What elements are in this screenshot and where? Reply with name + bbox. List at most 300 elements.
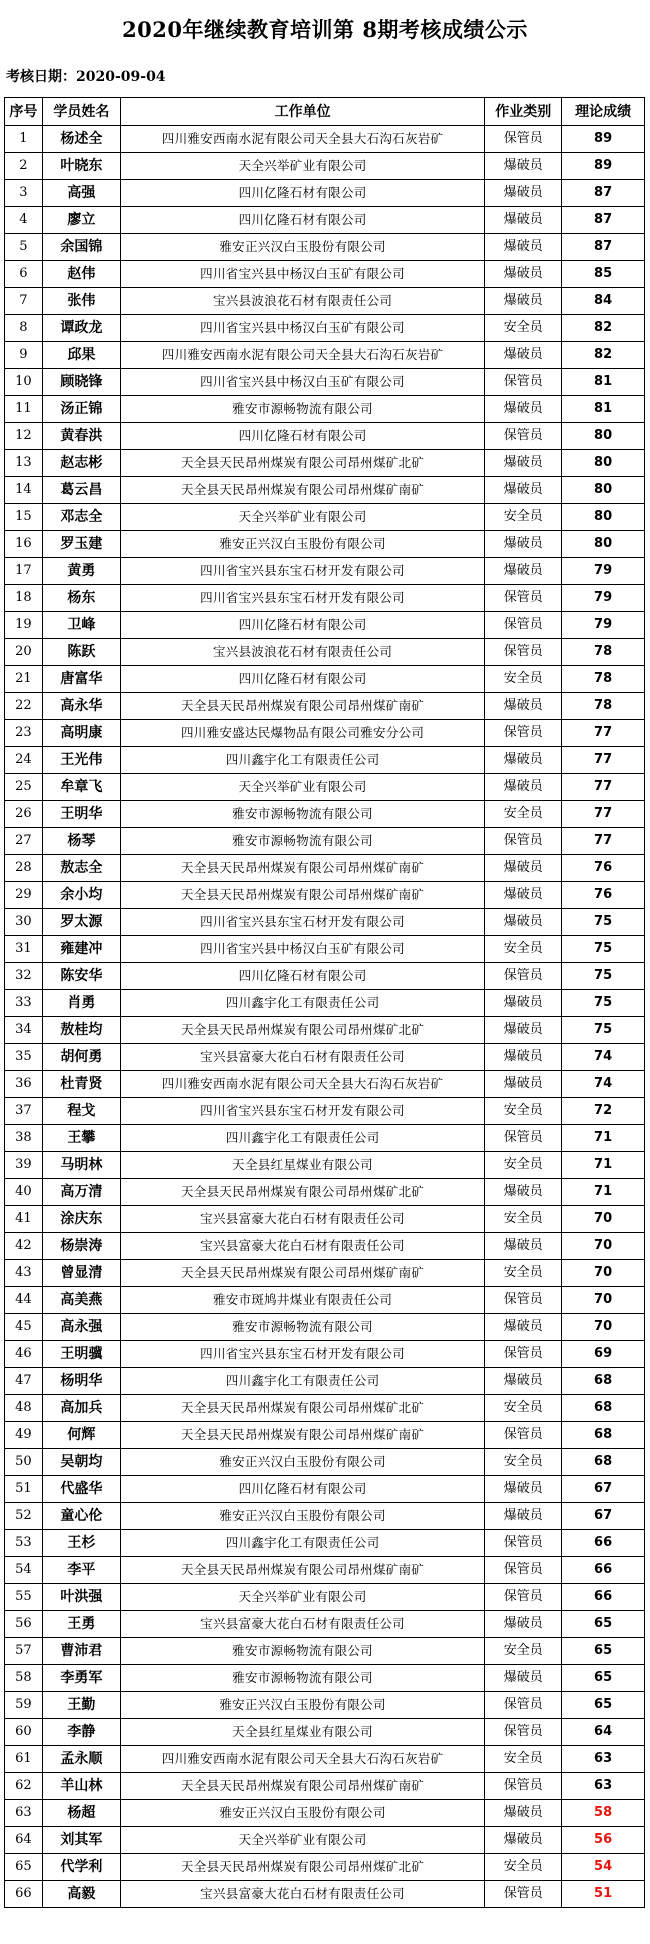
- row-name: 邱果: [42, 342, 120, 369]
- row-category: 爆破员: [485, 1179, 562, 1206]
- row-category: 爆破员: [485, 1503, 562, 1530]
- row-score: 76: [562, 882, 645, 909]
- table-row: [5, 504, 645, 531]
- row-index: 9: [5, 342, 43, 369]
- row-name: 牟章飞: [42, 774, 120, 801]
- row-index: 11: [5, 396, 43, 423]
- row-category: 爆破员: [485, 1611, 562, 1638]
- row-unit: 雅安市源畅物流有限公司: [120, 396, 484, 423]
- row-name: 童心伦: [42, 1503, 120, 1530]
- table-row: [5, 1341, 645, 1368]
- row-index: 53: [5, 1530, 43, 1557]
- row-name: 刘其军: [42, 1827, 120, 1854]
- row-unit: 天全县天民昂州煤炭有限公司昂州煤矿北矿: [120, 450, 484, 477]
- row-index: 55: [5, 1584, 43, 1611]
- row-index: 64: [5, 1827, 43, 1854]
- row-index: 7: [5, 288, 43, 315]
- row-unit: 四川省宝兴县东宝石材开发有限公司: [120, 585, 484, 612]
- row-unit: 天全县红星煤业有限公司: [120, 1719, 484, 1746]
- row-category: 保管员: [485, 1422, 562, 1449]
- row-score: 74: [562, 1044, 645, 1071]
- row-category: 保管员: [485, 639, 562, 666]
- row-name: 卫峰: [42, 612, 120, 639]
- row-score: 71: [562, 1152, 645, 1179]
- row-index: 14: [5, 477, 43, 504]
- row-index: 40: [5, 1179, 43, 1206]
- row-category: 安全员: [485, 1395, 562, 1422]
- row-unit: 四川鑫宇化工有限责任公司: [120, 747, 484, 774]
- row-category: 保管员: [485, 1287, 562, 1314]
- row-name: 李平: [42, 1557, 120, 1584]
- row-category: 保管员: [485, 612, 562, 639]
- row-score: 80: [562, 531, 645, 558]
- row-score: 66: [562, 1557, 645, 1584]
- row-unit: 雅安市源畅物流有限公司: [120, 1314, 484, 1341]
- row-index: 39: [5, 1152, 43, 1179]
- row-index: 4: [5, 207, 43, 234]
- row-score: 75: [562, 909, 645, 936]
- table-row: [5, 1854, 645, 1881]
- row-score: 77: [562, 720, 645, 747]
- row-category: 安全员: [485, 504, 562, 531]
- row-index: 43: [5, 1260, 43, 1287]
- row-name: 高万清: [42, 1179, 120, 1206]
- row-category: 爆破员: [485, 288, 562, 315]
- row-index: 23: [5, 720, 43, 747]
- row-index: 63: [5, 1800, 43, 1827]
- table-row: [5, 585, 645, 612]
- row-name: 张伟: [42, 288, 120, 315]
- table-row: [5, 1368, 645, 1395]
- row-score: 71: [562, 1179, 645, 1206]
- row-name: 高明康: [42, 720, 120, 747]
- row-name: 雍建冲: [42, 936, 120, 963]
- row-category: 爆破员: [485, 207, 562, 234]
- table-row: [5, 1314, 645, 1341]
- row-name: 余国锦: [42, 234, 120, 261]
- exam-date: 考核日期：2020-09-04: [6, 69, 166, 85]
- row-score: 70: [562, 1287, 645, 1314]
- row-unit: 宝兴县富豪大花白石材有限责任公司: [120, 1611, 484, 1638]
- row-unit: 天全县天民昂州煤炭有限公司昂州煤矿北矿: [120, 1017, 484, 1044]
- row-name: 代盛华: [42, 1476, 120, 1503]
- row-index: 26: [5, 801, 43, 828]
- row-score: 77: [562, 747, 645, 774]
- row-unit: 雅安正兴汉白玉股份有限公司: [120, 1692, 484, 1719]
- row-category: 爆破员: [485, 990, 562, 1017]
- row-score: 68: [562, 1422, 645, 1449]
- row-name: 杨明华: [42, 1368, 120, 1395]
- row-index: 66: [5, 1881, 43, 1908]
- row-index: 36: [5, 1071, 43, 1098]
- row-category: 保管员: [485, 1773, 562, 1800]
- row-unit: 四川亿隆石材有限公司: [120, 207, 484, 234]
- row-index: 38: [5, 1125, 43, 1152]
- table-row: [5, 342, 645, 369]
- row-name: 赵志彬: [42, 450, 120, 477]
- row-index: 27: [5, 828, 43, 855]
- row-index: 54: [5, 1557, 43, 1584]
- table-row: [5, 1476, 645, 1503]
- row-category: 安全员: [485, 666, 562, 693]
- row-unit: 四川省宝兴县东宝石材开发有限公司: [120, 1098, 484, 1125]
- row-name: 黄春洪: [42, 423, 120, 450]
- row-category: 安全员: [485, 801, 562, 828]
- row-category: 爆破员: [485, 1017, 562, 1044]
- table-header-row: [5, 98, 645, 126]
- row-index: 15: [5, 504, 43, 531]
- row-index: 8: [5, 315, 43, 342]
- row-score: 79: [562, 612, 645, 639]
- row-category: 爆破员: [485, 693, 562, 720]
- row-category: 爆破员: [485, 153, 562, 180]
- row-score: 65: [562, 1611, 645, 1638]
- row-category: 保管员: [485, 963, 562, 990]
- row-name: 涂庆东: [42, 1206, 120, 1233]
- row-category: 爆破员: [485, 774, 562, 801]
- row-unit: 雅安市源畅物流有限公司: [120, 1638, 484, 1665]
- row-unit: 四川亿隆石材有限公司: [120, 180, 484, 207]
- row-name: 谭政龙: [42, 315, 120, 342]
- table-row: [5, 369, 645, 396]
- row-score: 78: [562, 666, 645, 693]
- row-score: 66: [562, 1584, 645, 1611]
- table-row: [5, 990, 645, 1017]
- table-row: [5, 531, 645, 558]
- row-category: 爆破员: [485, 1665, 562, 1692]
- table-row: [5, 855, 645, 882]
- row-unit: 四川省宝兴县东宝石材开发有限公司: [120, 1341, 484, 1368]
- table-row: [5, 1206, 645, 1233]
- row-unit: 四川省宝兴县中杨汉白玉矿有限公司: [120, 369, 484, 396]
- row-score: 87: [562, 180, 645, 207]
- row-index: 2: [5, 153, 43, 180]
- row-unit: 天全兴举矿业有限公司: [120, 504, 484, 531]
- row-score: 79: [562, 558, 645, 585]
- row-category: 爆破员: [485, 909, 562, 936]
- row-unit: 雅安正兴汉白玉股份有限公司: [120, 531, 484, 558]
- table-row: [5, 1530, 645, 1557]
- row-name: 羊山林: [42, 1773, 120, 1800]
- row-unit: 天全县天民昂州煤炭有限公司昂州煤矿南矿: [120, 1422, 484, 1449]
- table-row: [5, 1422, 645, 1449]
- row-unit: 天全县天民昂州煤炭有限公司昂州煤矿南矿: [120, 693, 484, 720]
- header-index: 序号: [5, 98, 43, 126]
- row-score: 51: [562, 1881, 645, 1908]
- table-row: [5, 1098, 645, 1125]
- row-name: 顾晓锋: [42, 369, 120, 396]
- row-score: 70: [562, 1233, 645, 1260]
- row-category: 爆破员: [485, 234, 562, 261]
- row-score: 68: [562, 1368, 645, 1395]
- row-category: 保管员: [485, 1530, 562, 1557]
- row-name: 王勤: [42, 1692, 120, 1719]
- table-row: [5, 1395, 645, 1422]
- row-score: 67: [562, 1476, 645, 1503]
- row-unit: 四川亿隆石材有限公司: [120, 423, 484, 450]
- row-name: 何辉: [42, 1422, 120, 1449]
- row-category: 保管员: [485, 423, 562, 450]
- table-row: [5, 234, 645, 261]
- row-unit: 天全县天民昂州煤炭有限公司昂州煤矿南矿: [120, 1260, 484, 1287]
- row-index: 44: [5, 1287, 43, 1314]
- row-score: 85: [562, 261, 645, 288]
- row-unit: 四川鑫宇化工有限责任公司: [120, 1125, 484, 1152]
- table-row: [5, 1557, 645, 1584]
- row-category: 爆破员: [485, 396, 562, 423]
- table-row: [5, 1503, 645, 1530]
- row-name: 肖勇: [42, 990, 120, 1017]
- row-score: 58: [562, 1800, 645, 1827]
- row-score: 77: [562, 774, 645, 801]
- row-score: 78: [562, 639, 645, 666]
- row-category: 安全员: [485, 315, 562, 342]
- row-score: 87: [562, 234, 645, 261]
- table-row: [5, 747, 645, 774]
- row-name: 李勇军: [42, 1665, 120, 1692]
- table-row: [5, 1017, 645, 1044]
- row-name: 葛云昌: [42, 477, 120, 504]
- row-unit: 雅安市源畅物流有限公司: [120, 828, 484, 855]
- row-index: 24: [5, 747, 43, 774]
- row-score: 77: [562, 801, 645, 828]
- row-name: 胡何勇: [42, 1044, 120, 1071]
- row-unit: 四川亿隆石材有限公司: [120, 612, 484, 639]
- row-name: 杨东: [42, 585, 120, 612]
- table-row: [5, 936, 645, 963]
- row-name: 杨崇涛: [42, 1233, 120, 1260]
- row-score: 84: [562, 288, 645, 315]
- row-category: 保管员: [485, 1692, 562, 1719]
- row-name: 陈跃: [42, 639, 120, 666]
- row-category: 安全员: [485, 1098, 562, 1125]
- row-unit: 四川鑫宇化工有限责任公司: [120, 1368, 484, 1395]
- table-row: [5, 558, 645, 585]
- page-title: 2020年继续教育培训第 8期考核成绩公示: [122, 17, 528, 42]
- row-score: 80: [562, 423, 645, 450]
- row-score: 75: [562, 936, 645, 963]
- row-name: 高永华: [42, 693, 120, 720]
- row-name: 邓志全: [42, 504, 120, 531]
- row-category: 爆破员: [485, 180, 562, 207]
- row-score: 70: [562, 1206, 645, 1233]
- table-row: [5, 261, 645, 288]
- row-score: 80: [562, 504, 645, 531]
- row-name: 陈安华: [42, 963, 120, 990]
- table-row: [5, 1800, 645, 1827]
- row-unit: 四川省宝兴县中杨汉白玉矿有限公司: [120, 936, 484, 963]
- table-row: [5, 1719, 645, 1746]
- table-row: [5, 288, 645, 315]
- row-unit: 四川雅安西南水泥有限公司天全县大石沟石灰岩矿: [120, 1746, 484, 1773]
- row-index: 60: [5, 1719, 43, 1746]
- row-index: 57: [5, 1638, 43, 1665]
- row-index: 46: [5, 1341, 43, 1368]
- row-index: 33: [5, 990, 43, 1017]
- row-name: 程戈: [42, 1098, 120, 1125]
- row-score: 78: [562, 693, 645, 720]
- row-score: 89: [562, 126, 645, 153]
- row-category: 爆破员: [485, 1476, 562, 1503]
- row-score: 75: [562, 963, 645, 990]
- row-index: 19: [5, 612, 43, 639]
- table-row: [5, 1152, 645, 1179]
- row-category: 保管员: [485, 126, 562, 153]
- row-score: 64: [562, 1719, 645, 1746]
- row-name: 叶晓东: [42, 153, 120, 180]
- table-row: [5, 126, 645, 153]
- row-unit: 天全县天民昂州煤炭有限公司昂州煤矿南矿: [120, 1557, 484, 1584]
- table-row: [5, 423, 645, 450]
- row-name: 吴朝均: [42, 1449, 120, 1476]
- row-unit: 宝兴县富豪大花白石材有限责任公司: [120, 1881, 484, 1908]
- table-row: [5, 693, 645, 720]
- row-name: 王勇: [42, 1611, 120, 1638]
- row-index: 12: [5, 423, 43, 450]
- row-unit: 天全县天民昂州煤炭有限公司昂州煤矿南矿: [120, 882, 484, 909]
- row-unit: 雅安市斑鸠井煤业有限责任公司: [120, 1287, 484, 1314]
- table-row: [5, 1611, 645, 1638]
- table-row: [5, 1881, 645, 1908]
- row-name: 王光伟: [42, 747, 120, 774]
- row-score: 65: [562, 1665, 645, 1692]
- table-row: [5, 720, 645, 747]
- row-score: 75: [562, 1017, 645, 1044]
- row-unit: 宝兴县富豪大花白石材有限责任公司: [120, 1044, 484, 1071]
- row-score: 72: [562, 1098, 645, 1125]
- row-category: 爆破员: [485, 1368, 562, 1395]
- row-category: 安全员: [485, 1206, 562, 1233]
- row-unit: 天全兴举矿业有限公司: [120, 153, 484, 180]
- table-row: [5, 1692, 645, 1719]
- table-row: [5, 180, 645, 207]
- row-score: 65: [562, 1638, 645, 1665]
- table-row: [5, 1044, 645, 1071]
- row-index: 61: [5, 1746, 43, 1773]
- row-category: 保管员: [485, 1557, 562, 1584]
- row-unit: 雅安正兴汉白玉股份有限公司: [120, 1800, 484, 1827]
- row-unit: 四川雅安西南水泥有限公司天全县大石沟石灰岩矿: [120, 126, 484, 153]
- row-name: 敖桂均: [42, 1017, 120, 1044]
- row-unit: 天全县红星煤业有限公司: [120, 1152, 484, 1179]
- row-name: 赵伟: [42, 261, 120, 288]
- row-category: 爆破员: [485, 1044, 562, 1071]
- row-unit: 天全县天民昂州煤炭有限公司昂州煤矿南矿: [120, 1773, 484, 1800]
- table-row: [5, 477, 645, 504]
- row-score: 68: [562, 1449, 645, 1476]
- row-index: 41: [5, 1206, 43, 1233]
- row-unit: 天全县天民昂州煤炭有限公司昂州煤矿南矿: [120, 477, 484, 504]
- row-unit: 四川亿隆石材有限公司: [120, 963, 484, 990]
- table-row: [5, 882, 645, 909]
- row-score: 56: [562, 1827, 645, 1854]
- row-index: 51: [5, 1476, 43, 1503]
- table-row: [5, 1260, 645, 1287]
- table-row: [5, 963, 645, 990]
- row-name: 曹沛君: [42, 1638, 120, 1665]
- row-index: 13: [5, 450, 43, 477]
- row-unit: 四川雅安西南水泥有限公司天全县大石沟石灰岩矿: [120, 342, 484, 369]
- row-unit: 宝兴县波浪花石材有限责任公司: [120, 639, 484, 666]
- row-name: 王明骥: [42, 1341, 120, 1368]
- row-name: 孟永顺: [42, 1746, 120, 1773]
- row-index: 18: [5, 585, 43, 612]
- row-name: 王杉: [42, 1530, 120, 1557]
- row-unit: 天全县天民昂州煤炭有限公司昂州煤矿南矿: [120, 855, 484, 882]
- row-category: 爆破员: [485, 450, 562, 477]
- row-index: 25: [5, 774, 43, 801]
- row-index: 48: [5, 1395, 43, 1422]
- row-name: 罗玉建: [42, 531, 120, 558]
- row-category: 爆破员: [485, 855, 562, 882]
- row-index: 56: [5, 1611, 43, 1638]
- row-category: 爆破员: [485, 1314, 562, 1341]
- row-index: 42: [5, 1233, 43, 1260]
- table-row: [5, 774, 645, 801]
- row-name: 余小均: [42, 882, 120, 909]
- row-index: 49: [5, 1422, 43, 1449]
- row-category: 安全员: [485, 1638, 562, 1665]
- row-index: 37: [5, 1098, 43, 1125]
- row-name: 唐富华: [42, 666, 120, 693]
- row-index: 47: [5, 1368, 43, 1395]
- row-category: 安全员: [485, 936, 562, 963]
- table-row: [5, 1449, 645, 1476]
- row-category: 保管员: [485, 369, 562, 396]
- table-body: [5, 126, 645, 1908]
- row-name: 叶洪强: [42, 1584, 120, 1611]
- table-row: [5, 153, 645, 180]
- row-category: 保管员: [485, 720, 562, 747]
- row-index: 34: [5, 1017, 43, 1044]
- row-score: 82: [562, 315, 645, 342]
- row-score: 70: [562, 1260, 645, 1287]
- table-row: [5, 1125, 645, 1152]
- table-row: [5, 1827, 645, 1854]
- header-score: 理论成绩: [562, 98, 645, 126]
- row-category: 爆破员: [485, 747, 562, 774]
- row-name: 廖立: [42, 207, 120, 234]
- row-name: 高毅: [42, 1881, 120, 1908]
- row-name: 代学利: [42, 1854, 120, 1881]
- row-unit: 雅安正兴汉白玉股份有限公司: [120, 1503, 484, 1530]
- table-row: [5, 450, 645, 477]
- row-score: 82: [562, 342, 645, 369]
- row-index: 22: [5, 693, 43, 720]
- row-name: 杜青贤: [42, 1071, 120, 1098]
- row-unit: 天全兴举矿业有限公司: [120, 774, 484, 801]
- row-category: 保管员: [485, 1881, 562, 1908]
- row-index: 20: [5, 639, 43, 666]
- table-row: [5, 909, 645, 936]
- score-table: [4, 97, 645, 1908]
- row-index: 21: [5, 666, 43, 693]
- row-category: 保管员: [485, 1125, 562, 1152]
- row-name: 李静: [42, 1719, 120, 1746]
- row-category: 保管员: [485, 828, 562, 855]
- row-category: 爆破员: [485, 1800, 562, 1827]
- row-index: 3: [5, 180, 43, 207]
- row-index: 30: [5, 909, 43, 936]
- row-category: 保管员: [485, 1584, 562, 1611]
- table-row: [5, 1233, 645, 1260]
- row-index: 16: [5, 531, 43, 558]
- header-category: 作业类别: [485, 98, 562, 126]
- row-unit: 天全县天民昂州煤炭有限公司昂州煤矿北矿: [120, 1854, 484, 1881]
- row-index: 50: [5, 1449, 43, 1476]
- row-index: 32: [5, 963, 43, 990]
- table-row: [5, 639, 645, 666]
